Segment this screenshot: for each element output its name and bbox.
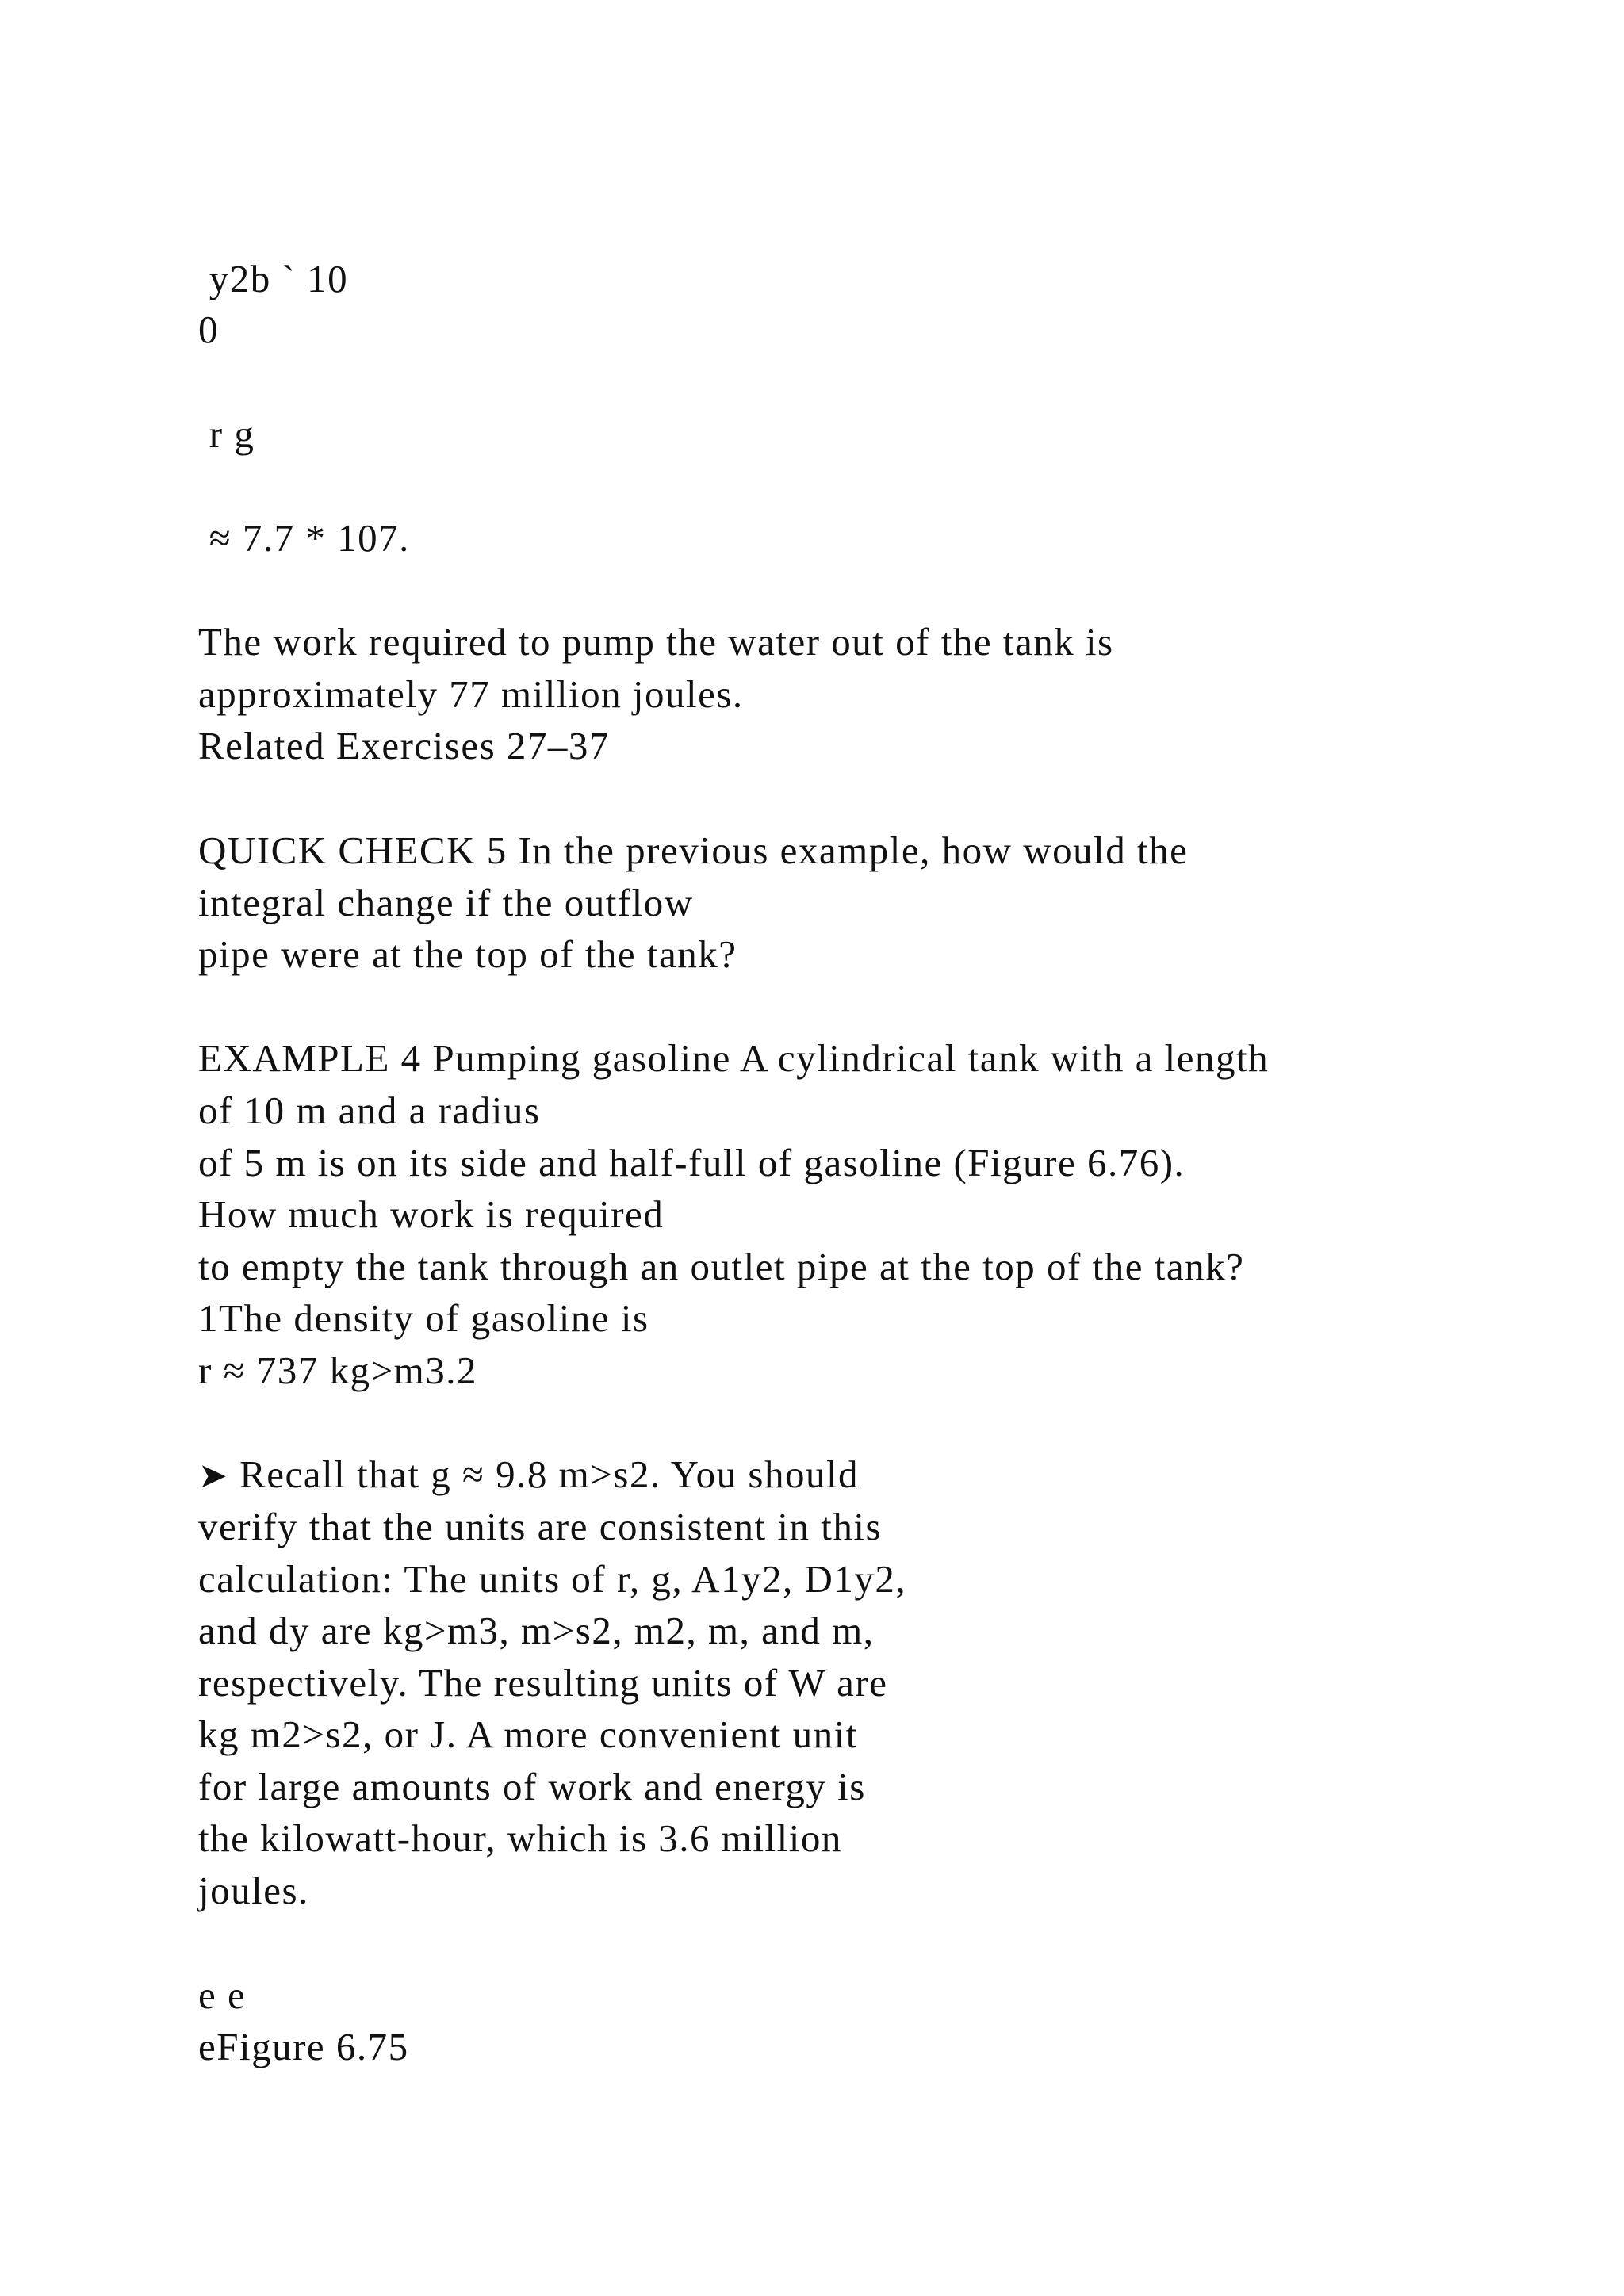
result-line-1: The work required to pump the water out of the tank is bbox=[198, 620, 1114, 664]
margin-note-line-6: kg m2>s2, or J. A more convenient unit bbox=[198, 1712, 858, 1756]
figure-caption: eFigure 6.75 bbox=[198, 2025, 409, 2068]
margin-note-line-1 bbox=[198, 1448, 859, 1502]
margin-note-text: Recall that g ≈ 9.8 m>s2. You should bbox=[239, 1452, 860, 1496]
quick-check-line-2: integral change if the outflow bbox=[198, 881, 694, 924]
equation-line-2: 0 bbox=[198, 308, 219, 351]
margin-note-line-7: for large amounts of work and energy is bbox=[198, 1765, 866, 1808]
margin-note-line-5: respectively. The resulting units of W are bbox=[198, 1661, 888, 1705]
margin-note-line-3: calculation: The units of r, g, A1y2, D1y2, bbox=[198, 1557, 907, 1601]
margin-note-line-4: and dy are kg>m3, m>s2, m2, m, and m, bbox=[198, 1609, 875, 1652]
quick-check-line-1: QUICK CHECK 5 In the previous example, how would the bbox=[198, 828, 1189, 872]
example4-line-6: 1The density of gasoline is bbox=[198, 1296, 649, 1340]
equation-line-1: y2b ` 10 bbox=[198, 257, 349, 300]
arrow-bullet-icon: ➤ bbox=[198, 1456, 229, 1496]
example4-line-5: to empty the tank through an outlet pipe at the top of the tank? bbox=[198, 1245, 1245, 1288]
result-line-2: approximately 77 million joules. bbox=[198, 672, 744, 716]
equation-line-4: ≈ 7.7 * 107. bbox=[198, 516, 410, 560]
margin-note-line-2: verify that the units are consistent in this bbox=[198, 1505, 883, 1548]
example4-line-1: EXAMPLE 4 Pumping gasoline A cylindrical tank with a length bbox=[198, 1036, 1270, 1080]
example4-line-7: r ≈ 737 kg>m3.2 bbox=[198, 1349, 477, 1392]
related-exercises: Related Exercises 27–37 bbox=[198, 724, 610, 767]
margin-note-line-8: the kilowatt-hour, which is 3.6 million bbox=[198, 1816, 842, 1860]
figure-ref-line-1: e e bbox=[198, 1973, 247, 2017]
margin-note-line-9: joules. bbox=[198, 1869, 309, 1912]
example4-line-4: How much work is required bbox=[198, 1192, 665, 1236]
example4-line-2: of 10 m and a radius bbox=[198, 1089, 541, 1132]
quick-check-line-3: pipe were at the top of the tank? bbox=[198, 932, 737, 976]
equation-line-3: r g bbox=[198, 412, 255, 456]
example4-line-3: of 5 m is on its side and half-full of gasoline (Figure 6.76). bbox=[198, 1141, 1185, 1184]
